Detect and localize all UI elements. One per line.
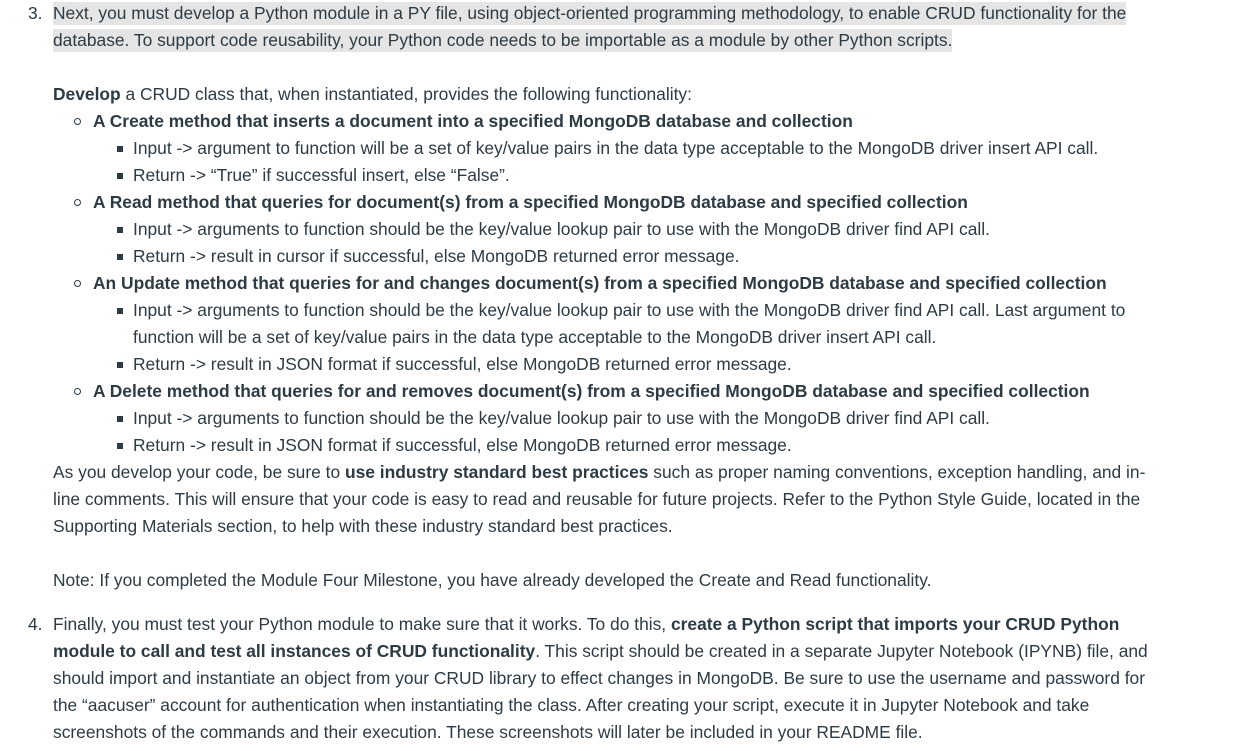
note-paragraph: Note: If you completed the Module Four Milestone, you have already developed the Create and Read functionality. [53, 570, 932, 590]
list-item: Input -> argument to function will be a set of key/value pairs in the data type acceptable to the MongoDB driver insert API call. [93, 135, 1165, 162]
method-update-items [93, 297, 1165, 378]
method-delete [53, 378, 1165, 459]
spacer [53, 54, 1165, 81]
step-3-body [53, 0, 1165, 594]
step-4-pre: Finally, you must test your Python module to make sure that it works. To do this, [53, 614, 671, 634]
practices-bold: use industry standard best practices [344, 462, 649, 482]
list-item: Return -> result in cursor if successful, else MongoDB returned error message. [93, 243, 1165, 270]
method-delete-title: A Delete method that queries for and removes document(s) from a specified MongoDB database and specified collection [93, 381, 1090, 401]
step-4 [0, 611, 1170, 746]
step-3-intro [53, 0, 1165, 54]
list-item: Input -> arguments to function should be the key/value lookup pair to use with the MongoDB driver find API call. [93, 216, 1165, 243]
step-4-post: . This script should be created in a separate Jupyter Notebook (IPYNB) file, and should import and instantiate an object from your CRUD library to effect changes in MongoDB. Be sure to use the username and password for the “aacuser” account for authentication when instantiating the class. After creating your script, execute it in Jupyter Notebook and take screenshots of the commands and their execution. These screenshots will later be included in your README file. [53, 641, 1148, 742]
method-read-items [93, 216, 1165, 270]
practices-pre: As you develop your code, be sure to [53, 462, 345, 482]
step-4-bold: create a Python script that imports your CRUD Python module to call and test all instances of CRUD functionality [53, 614, 1120, 661]
develop-bold: Develop [53, 84, 121, 104]
method-read-title: A Read method that queries for document(s) from a specified MongoDB database and specified collection [93, 192, 968, 212]
list-item: Return -> “True” if successful insert, else “False”. [93, 162, 1165, 189]
method-read [53, 189, 1165, 270]
best-practices-paragraph [53, 459, 1165, 540]
method-list [53, 108, 1165, 459]
method-update-title: An Update method that queries for and changes document(s) from a specified MongoDB database and specified collection [93, 273, 1107, 293]
method-create [53, 108, 1165, 189]
practices-post: such as proper naming conventions, exception handling, and in-line comments. This will ensure that your code is easy to read and reusable for future projects. Refer to the Python Style Guide, located in the Supporting Materials section, to help with these industry standard best practices. [53, 462, 1146, 536]
step-3-number: 3. [28, 3, 43, 23]
step-3-intro-text: Next, you must develop a Python module in a PY file, using object-oriented programming methodology, to enable CRUD functionality for the database. To support code reusability, your Python code needs to be importable as a module by other Python scripts. [53, 3, 1127, 50]
list-item: Input -> arguments to function should be the key/value lookup pair to use with the MongoDB driver find API call. [93, 405, 1165, 432]
step-4-body [53, 611, 1165, 746]
spacer [53, 540, 1165, 567]
develop-rest: a CRUD class that, when instantiated, provides the following functionality: [120, 84, 692, 104]
list-item: Input -> arguments to function should be the key/value lookup pair to use with the MongoDB driver find API call. Last argument to function will be a set of key/value pairs in the data type acceptable to the MongoDB driver insert API call. [93, 297, 1165, 351]
method-create-items [93, 135, 1165, 189]
list-item: Return -> result in JSON format if successful, else MongoDB returned error message. [93, 432, 1165, 459]
method-create-title: A Create method that inserts a document into a specified MongoDB database and collection [93, 111, 853, 131]
step-4-paragraph [53, 611, 1165, 746]
step-4-number: 4. [28, 614, 43, 634]
method-update [53, 270, 1165, 378]
develop-paragraph [53, 81, 1165, 108]
list-item: Return -> result in JSON format if successful, else MongoDB returned error message. [93, 351, 1165, 378]
method-delete-items [93, 405, 1165, 459]
